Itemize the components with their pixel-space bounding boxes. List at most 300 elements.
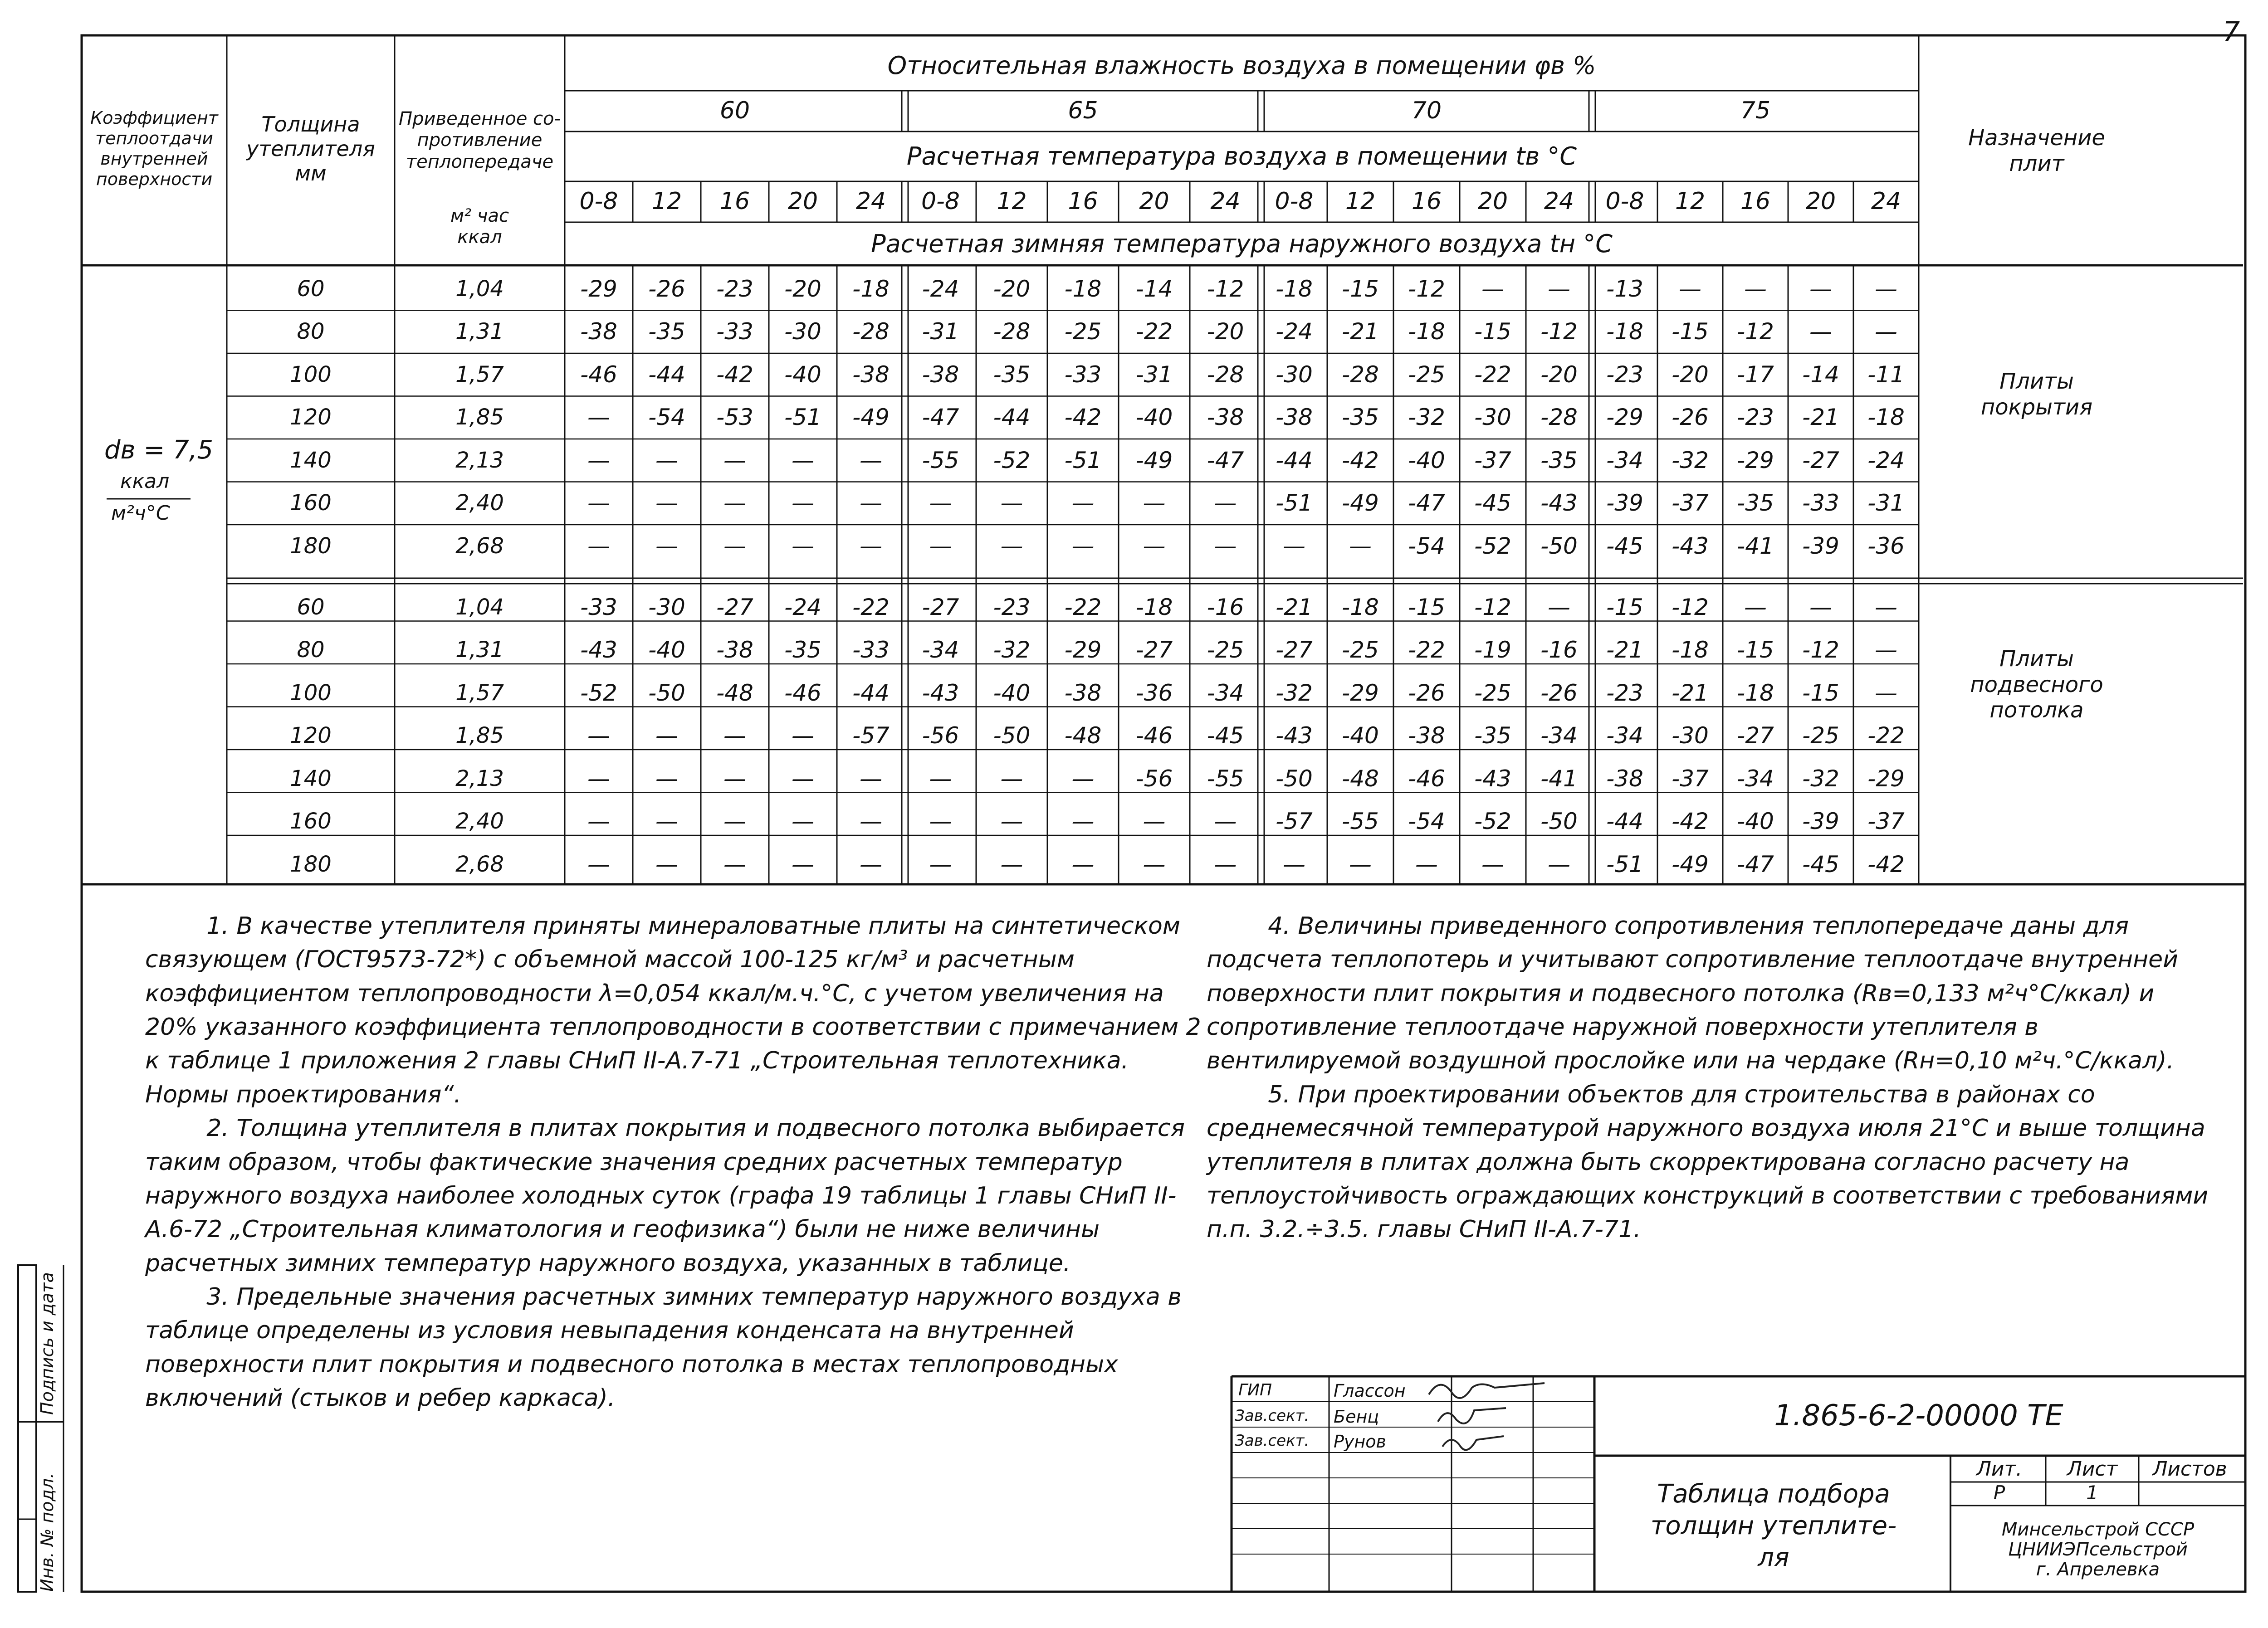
temperature-cell: -25 (1342, 637, 1379, 663)
temperature-cell: -38 (1408, 722, 1445, 749)
temperature-cell: -52 (1474, 532, 1511, 559)
thickness-value: 180 (290, 533, 332, 559)
temperature-cell: -40 (1408, 447, 1445, 473)
temperature-cell: -45 (1606, 532, 1643, 559)
indoor-temp-value: 20 (1477, 188, 1508, 215)
temperature-cell: -42 (1342, 447, 1379, 473)
thickness-value: 80 (297, 319, 325, 345)
temperature-cell: -21 (1802, 404, 1839, 431)
temperature-cell: -45 (1474, 490, 1511, 517)
temperature-cell: -11 (1867, 361, 1905, 388)
thickness-value: 180 (290, 851, 332, 877)
temperature-cell: -31 (1867, 490, 1905, 517)
thickness-value: 140 (290, 765, 332, 791)
temperature-cell: — (929, 808, 952, 835)
temperature-cell: -33 (1802, 490, 1839, 517)
temperature-cell: -28 (852, 318, 890, 345)
temperature-cell: -18 (1867, 404, 1905, 431)
temperature-cell: -50 (1540, 532, 1578, 559)
temperature-cell: — (723, 490, 746, 517)
temperature-cell: -30 (784, 318, 821, 345)
temperature-cell: — (1415, 851, 1438, 877)
side-stamp-inventory-label: Инв. № подл. (37, 1472, 57, 1592)
temperature-cell: -35 (993, 361, 1031, 388)
temperature-cell: — (792, 532, 814, 559)
temperature-cell: -15 (1802, 679, 1839, 706)
temperature-cell: -51 (1606, 851, 1643, 877)
temperature-cell: -20 (1672, 361, 1709, 388)
temperature-cell: — (1875, 594, 1897, 620)
temperature-cell: -18 (1342, 594, 1379, 620)
temperature-cell: -35 (648, 318, 685, 345)
title-block-role-3: Зав.сект. (1235, 1432, 1310, 1450)
title-block-name-1: Глассон (1334, 1381, 1406, 1401)
temperature-cell: — (1349, 851, 1372, 877)
temperature-cell: — (792, 851, 814, 877)
thickness-value: 100 (290, 361, 332, 387)
thickness-value: 120 (290, 405, 332, 430)
temperature-cell: -47 (1207, 447, 1244, 473)
temperature-cell: -18 (1135, 594, 1173, 620)
temperature-cell: -46 (1135, 722, 1173, 749)
temperature-cell: — (1548, 275, 1570, 302)
temperature-cell: -35 (1474, 722, 1511, 749)
indoor-temperature-header: Расчетная температура воздуха в помещении tв °С (906, 142, 1577, 171)
temperature-cell: -43 (580, 637, 617, 663)
temperature-cell: -55 (922, 447, 959, 473)
temperature-cell: -42 (716, 361, 753, 388)
temperature-cell: -31 (1135, 361, 1173, 388)
coefficient-unit-top: ккал (120, 470, 170, 493)
temperature-cell: -44 (852, 679, 890, 706)
resistance-unit: м² час ккал (450, 205, 509, 248)
temperature-cell: -21 (1672, 679, 1709, 706)
temperature-cell: -28 (1207, 361, 1244, 388)
temperature-cell: -23 (716, 275, 753, 302)
temperature-cell: — (1283, 851, 1305, 877)
temperature-cell: — (1071, 851, 1095, 877)
temperature-cell: — (1143, 490, 1166, 517)
temperature-cell: -48 (1064, 722, 1102, 749)
temperature-cell: -54 (1408, 532, 1445, 559)
temperature-cell: — (1809, 594, 1832, 620)
temperature-cell: — (1071, 490, 1095, 517)
temperature-cell: -51 (784, 404, 821, 431)
temperature-cell: -20 (1540, 361, 1578, 388)
temperature-cell: -18 (852, 275, 890, 302)
indoor-temp-value: 20 (1805, 188, 1836, 215)
temperature-cell: -27 (1135, 637, 1173, 663)
temperature-cell: -50 (993, 722, 1031, 749)
title-block-name-2: Бенц (1334, 1407, 1379, 1427)
temperature-cell: -42 (1672, 808, 1709, 835)
temperature-cell: — (1481, 851, 1504, 877)
coefficient-column-header: Коэффициент теплоотдачи внутренней поверхности (90, 108, 218, 189)
temperature-cell: — (792, 808, 814, 835)
temperature-cell: -25 (1802, 722, 1839, 749)
temperature-cell: -24 (1867, 447, 1905, 473)
temperature-cell: -52 (580, 679, 617, 706)
indoor-temp-value: 12 (997, 188, 1027, 215)
temperature-cell: -12 (1408, 275, 1445, 302)
temperature-cell: — (587, 532, 610, 559)
temperature-cell: -23 (1737, 404, 1774, 431)
temperature-cell: -52 (993, 447, 1031, 473)
temperature-cell: — (587, 722, 610, 749)
temperature-cell: -14 (1135, 275, 1173, 302)
sheets-label: Листов (2152, 1457, 2227, 1481)
temperature-cell: -49 (1135, 447, 1173, 473)
humidity-value: 60 (719, 97, 750, 125)
temperature-cell: -38 (1207, 404, 1244, 431)
temperature-cell: — (655, 851, 678, 877)
notes-right (1207, 909, 2236, 1247)
title-block-name-3: Рунов (1334, 1432, 1386, 1452)
temperature-cell: — (1349, 532, 1372, 559)
temperature-cell: — (1000, 765, 1023, 792)
temperature-cell: -17 (1737, 361, 1774, 388)
temperature-cell: — (1214, 532, 1237, 559)
resistance-value: 1,04 (455, 594, 504, 620)
temperature-cell: -57 (852, 722, 890, 749)
temperature-cell: -45 (1207, 722, 1244, 749)
temperature-cell: -47 (922, 404, 959, 431)
temperature-cell: — (723, 808, 746, 835)
indoor-temp-value: 24 (1544, 188, 1574, 215)
temperature-cell: -18 (1064, 275, 1102, 302)
temperature-cell: -12 (1474, 594, 1511, 620)
temperature-cell: — (1809, 318, 1832, 345)
resistance-value: 1,57 (455, 361, 504, 387)
temperature-cell: -18 (1737, 679, 1774, 706)
temperature-cell: — (1809, 275, 1832, 302)
temperature-cell: -41 (1540, 765, 1578, 792)
temperature-cell: — (1000, 532, 1023, 559)
temperature-cell: — (860, 490, 882, 517)
temperature-cell: -12 (1802, 637, 1839, 663)
temperature-cell: -34 (922, 637, 959, 663)
purpose-roof-slabs: Плиты покрытия (1980, 369, 2093, 420)
temperature-cell: -18 (1408, 318, 1445, 345)
temperature-cell: -42 (1867, 851, 1905, 877)
temperature-cell: -15 (1737, 637, 1774, 663)
temperature-cell: -56 (922, 722, 959, 749)
temperature-cell: -29 (580, 275, 617, 302)
temperature-cell: -43 (922, 679, 959, 706)
temperature-cell: -37 (1474, 447, 1511, 473)
temperature-cell: — (723, 765, 746, 792)
indoor-temp-value: 0-8 (1275, 188, 1314, 215)
temperature-cell: -35 (1737, 490, 1774, 517)
temperature-cell: -15 (1672, 318, 1709, 345)
temperature-cell: -15 (1342, 275, 1379, 302)
temperature-cell: — (723, 851, 746, 877)
temperature-cell: -51 (1276, 490, 1313, 517)
indoor-temp-value: 12 (651, 188, 682, 215)
temperature-cell: — (587, 851, 610, 877)
purpose-ceiling-slabs: Плиты подвесного потолка (1970, 646, 2103, 723)
temperature-cell: -33 (1064, 361, 1102, 388)
temperature-cell: -45 (1802, 851, 1839, 877)
temperature-cell: -38 (922, 361, 959, 388)
indoor-temp-value: 16 (719, 188, 750, 215)
temperature-cell: — (1679, 275, 1701, 302)
temperature-cell: -26 (1672, 404, 1709, 431)
temperature-cell: -12 (1672, 594, 1709, 620)
temperature-cell: -38 (716, 637, 753, 663)
temperature-cell: -20 (1207, 318, 1244, 345)
temperature-cell: -37 (1672, 765, 1709, 792)
temperature-cell: — (1875, 318, 1897, 345)
temperature-cell: -15 (1606, 594, 1643, 620)
resistance-value: 2,68 (455, 533, 504, 559)
temperature-cell: -18 (1672, 637, 1709, 663)
temperature-cell: -52 (1474, 808, 1511, 835)
temperature-cell: — (587, 490, 610, 517)
title-block-role-1: ГИП (1238, 1381, 1272, 1399)
indoor-temp-value: 12 (1345, 188, 1376, 215)
temperature-cell: -29 (1737, 447, 1774, 473)
temperature-cell: -43 (1540, 490, 1578, 517)
temperature-cell: -19 (1474, 637, 1511, 663)
thickness-value: 160 (290, 809, 332, 834)
temperature-cell: -15 (1408, 594, 1445, 620)
thickness-value: 140 (290, 447, 332, 473)
temperature-cell: -26 (1540, 679, 1578, 706)
lit-value: Р (1993, 1482, 2005, 1504)
temperature-cell: -35 (1342, 404, 1379, 431)
temperature-cell: -33 (852, 637, 890, 663)
temperature-cell: -22 (1408, 637, 1445, 663)
temperature-cell: -46 (580, 361, 617, 388)
temperature-cell: — (723, 722, 746, 749)
temperature-cell: -38 (580, 318, 617, 345)
temperature-cell: -50 (1540, 808, 1578, 835)
temperature-cell: — (792, 722, 814, 749)
temperature-cell: -46 (784, 679, 821, 706)
temperature-cell: — (655, 808, 678, 835)
resistance-value: 1,04 (455, 276, 504, 302)
temperature-cell: -27 (716, 594, 753, 620)
temperature-cell: -12 (1540, 318, 1578, 345)
temperature-cell: — (1000, 808, 1023, 835)
temperature-cell: -43 (1276, 722, 1313, 749)
organization: Минсельстрой СССР ЦНИИЭПсельстрой г. Апрелевка (2001, 1519, 2195, 1580)
temperature-cell: -42 (1064, 404, 1102, 431)
temperature-cell: -24 (922, 275, 959, 302)
temperature-cell: -21 (1606, 637, 1643, 663)
temperature-cell: — (587, 765, 610, 792)
temperature-cell: -34 (1606, 447, 1643, 473)
temperature-cell: — (792, 447, 814, 473)
temperature-cell: -18 (1606, 318, 1643, 345)
temperature-cell: -28 (993, 318, 1031, 345)
temperature-cell: — (929, 765, 952, 792)
temperature-cell: -33 (716, 318, 753, 345)
resistance-value: 1,31 (455, 319, 504, 345)
lit-label: Лит. (1976, 1457, 2023, 1481)
temperature-cell: -57 (1276, 808, 1313, 835)
coefficient-unit-bottom: м²ч°С (111, 502, 170, 525)
coefficient-value: dв = 7,5 (104, 435, 214, 465)
resistance-value: 1,85 (455, 405, 504, 430)
temperature-cell: -40 (1135, 404, 1173, 431)
temperature-cell: -30 (1474, 404, 1511, 431)
temperature-cell: -46 (1408, 765, 1445, 792)
temperature-cell: -28 (1342, 361, 1379, 388)
indoor-temp-value: 12 (1675, 188, 1706, 215)
temperature-cell: -26 (1408, 679, 1445, 706)
indoor-temp-value: 0-8 (1605, 188, 1644, 215)
temperature-cell: -55 (1207, 765, 1244, 792)
indoor-temp-value: 24 (855, 188, 886, 215)
temperature-cell: -34 (1606, 722, 1643, 749)
temperature-cell: -30 (1672, 722, 1709, 749)
temperature-cell: -32 (1672, 447, 1709, 473)
temperature-cell: -23 (1606, 361, 1643, 388)
temperature-cell: -36 (1135, 679, 1173, 706)
temperature-cell: — (1214, 490, 1237, 517)
temperature-cell: -25 (1207, 637, 1244, 663)
temperature-cell: — (929, 532, 952, 559)
temperature-cell: -26 (648, 275, 685, 302)
temperature-cell: -38 (852, 361, 890, 388)
humidity-header: Относительная влажность воздуха в помещении φв % (887, 51, 1596, 80)
temperature-cell: -22 (1474, 361, 1511, 388)
sheet-value: 1 (2086, 1482, 2098, 1504)
temperature-cell: -40 (1737, 808, 1774, 835)
temperature-cell: — (1744, 594, 1767, 620)
temperature-cell: — (860, 808, 882, 835)
temperature-cell: -28 (1540, 404, 1578, 431)
temperature-cell: — (587, 404, 610, 431)
temperature-cell: -38 (1606, 765, 1643, 792)
sheet-label: Лист (2067, 1457, 2118, 1481)
temperature-cell: -51 (1064, 447, 1102, 473)
outdoor-temperature-header: Расчетная зимняя температура наружного воздуха tн °С (871, 229, 1613, 258)
note-4: 4. Величины приведенного сопротивления теплопередаче даны для подсчета теплопотерь и учитывают сопротивление теплоотдаче внутренней поверхности плит покрытия и подвесного потолка (Rв=0,133 м²ч°С/ккал) и сопротивление теплоотдаче наружной поверхности утеплителя в вентилируемой воздушной прослойке или на чердаке (Rн=0,10 м²ч.°С/ккал). (1207, 912, 2178, 1075)
temperature-cell: -40 (1342, 722, 1379, 749)
page-number: 7 (2223, 16, 2240, 48)
temperature-cell: -40 (784, 361, 821, 388)
temperature-cell: -12 (1737, 318, 1774, 345)
temperature-cell: -29 (1606, 404, 1643, 431)
temperature-cell: — (655, 765, 678, 792)
temperature-cell: — (655, 490, 678, 517)
temperature-cell: -54 (1408, 808, 1445, 835)
temperature-cell: -47 (1737, 851, 1774, 877)
temperature-cell: -25 (1474, 679, 1511, 706)
note-1: 1. В качестве утеплителя приняты минераловатные плиты на синтетическом связующем (ГОСТ9573-72*) с объемной массой 100-125 кг/м³ и расчетным коэффициентом теплопроводности λ=0,054 ккал/м.ч.°С, с учетом увеличения на 20% указанного коэффициента теплопроводности в соответствии с примечанием 2 к таблице 1 приложения 2 главы СНиП II-А.7-71 „Строительная теплотехника. Нормы проектирования“. (145, 912, 1201, 1108)
temperature-cell: — (655, 447, 678, 473)
temperature-cell: -34 (1207, 679, 1244, 706)
temperature-cell: — (1283, 532, 1305, 559)
temperature-cell: -33 (580, 594, 617, 620)
temperature-cell: -12 (1207, 275, 1244, 302)
temperature-cell: -22 (1867, 722, 1905, 749)
indoor-temp-value: 0-8 (921, 188, 960, 215)
temperature-cell: -35 (784, 637, 821, 663)
indoor-temp-value: 24 (1210, 188, 1241, 215)
thickness-value: 160 (290, 490, 332, 516)
temperature-cell: -24 (784, 594, 821, 620)
temperature-cell: -16 (1207, 594, 1244, 620)
temperature-cell: -40 (993, 679, 1031, 706)
temperature-cell: -44 (648, 361, 685, 388)
temperature-cell: -43 (1474, 765, 1511, 792)
thickness-value: 60 (297, 594, 325, 620)
temperature-cell: -32 (1802, 765, 1839, 792)
indoor-temp-value: 20 (787, 188, 818, 215)
temperature-cell: -27 (922, 594, 959, 620)
temperature-cell: — (587, 808, 610, 835)
temperature-cell: -48 (716, 679, 753, 706)
temperature-cell: -47 (1408, 490, 1445, 517)
temperature-cell: -21 (1342, 318, 1379, 345)
temperature-cell: -29 (1867, 765, 1905, 792)
purpose-column-header: Назначение плит (1968, 125, 2105, 176)
temperature-cell: -20 (993, 275, 1031, 302)
temperature-cell: -39 (1802, 808, 1839, 835)
temperature-cell: -24 (1276, 318, 1313, 345)
resistance-value: 1,31 (455, 637, 504, 663)
resistance-value: 2,40 (455, 490, 504, 516)
temperature-cell: -50 (1276, 765, 1313, 792)
temperature-cell: -37 (1672, 490, 1709, 517)
temperature-cell: -44 (1276, 447, 1313, 473)
temperature-cell: -38 (1276, 404, 1313, 431)
resistance-value: 2,68 (455, 851, 504, 877)
temperature-cell: — (723, 447, 746, 473)
temperature-cell: — (929, 851, 952, 877)
temperature-cell: -29 (1342, 679, 1379, 706)
indoor-temp-value: 20 (1139, 188, 1169, 215)
temperature-cell: — (1481, 275, 1504, 302)
temperature-cell: -27 (1276, 637, 1313, 663)
temperature-cell: -43 (1672, 532, 1709, 559)
temperature-cell: -15 (1474, 318, 1511, 345)
resistance-column-header: Приведенное со- противление теплопередаче (399, 108, 561, 172)
temperature-cell: -44 (993, 404, 1031, 431)
temperature-cell: — (860, 765, 882, 792)
temperature-cell: — (1143, 851, 1166, 877)
temperature-cell: — (1143, 532, 1166, 559)
temperature-cell: -30 (648, 594, 685, 620)
temperature-cell: -38 (1064, 679, 1102, 706)
resistance-value: 2,13 (455, 447, 504, 473)
temperature-cell: -39 (1606, 490, 1643, 517)
temperature-cell: — (1875, 275, 1897, 302)
temperature-cell: -34 (1737, 765, 1774, 792)
notes-left (145, 909, 1202, 1415)
temperature-cell: -49 (1672, 851, 1709, 877)
thickness-column-header: Толщина утеплителя мм (246, 112, 375, 186)
temperature-cell: -22 (1064, 594, 1102, 620)
temperature-cell: -14 (1802, 361, 1839, 388)
temperature-cell: -22 (1135, 318, 1173, 345)
temperature-cell: -13 (1606, 275, 1643, 302)
indoor-temp-value: 0-8 (579, 188, 618, 215)
temperature-cell: — (723, 532, 746, 559)
temperature-cell: — (1071, 765, 1095, 792)
temperature-cell: -16 (1540, 637, 1578, 663)
temperature-cell: -31 (922, 318, 959, 345)
temperature-cell: -20 (784, 275, 821, 302)
temperature-cell: — (860, 447, 882, 473)
humidity-value: 70 (1411, 97, 1442, 125)
temperature-cell: -37 (1867, 808, 1905, 835)
temperature-cell: — (1214, 808, 1237, 835)
